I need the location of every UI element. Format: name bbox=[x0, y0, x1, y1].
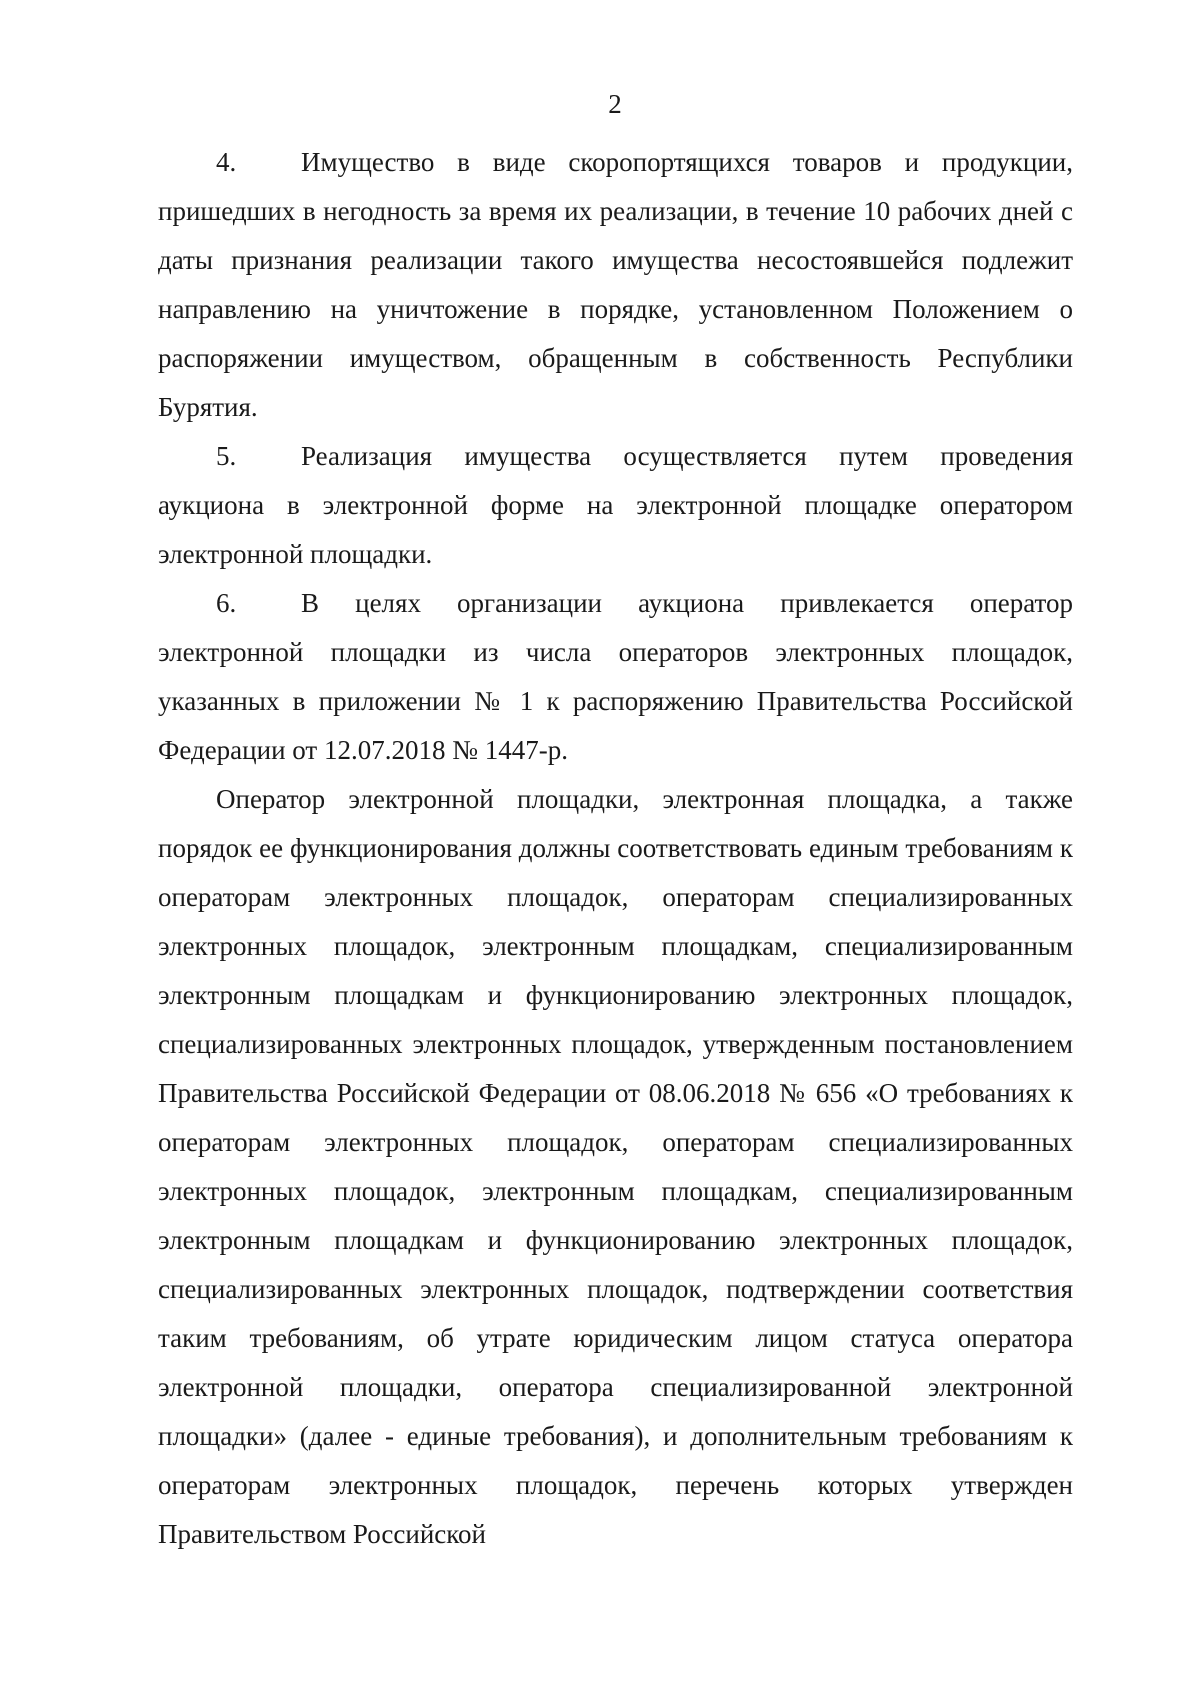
paragraph-text: Оператор электронной площадки, электронная площадка, а также порядок ее функционирования должны соответствовать единым требованиям к операторам электронных площадок, операторам специализированных электронных площадок, электронным площадкам, специализированным электронным площадкам и функционированию электронных площадок, специализированных электронных площадок, утвержденным постановлением Правительства Российской Федерации от 08.06.2018 № 656 «О требованиях к операторам электронных площадок, операторам специализированных электронных площадок, электронным площадкам, специализированным электронным площадкам и функционированию электронных площадок, специализированных электронных площадок, подтверждении соответствия таким требованиям, об утрате юридическим лицом статуса оператора электронной площадки, оператора специализированной электронной площадки» (далее - единые требования), и дополнительным требованиям к операторам электронных площадок, перечень которых утвержден Правительством Российской bbox=[158, 784, 1073, 1549]
paragraph-text: Реализация имущества осуществляется путем проведения аукциона в электронной форме на электронной площадке оператором электронной площадки. bbox=[158, 441, 1073, 569]
page-number: 2 bbox=[608, 89, 622, 119]
document-body bbox=[158, 138, 1073, 1559]
paragraph-operator-requirements bbox=[158, 775, 1073, 1559]
paragraph-6 bbox=[158, 579, 1073, 775]
paragraph-number: 4. bbox=[216, 147, 237, 177]
paragraph-5 bbox=[158, 432, 1073, 579]
paragraph-4 bbox=[158, 138, 1073, 432]
paragraph-number: 6. bbox=[216, 588, 237, 618]
paragraph-number: 5. bbox=[216, 441, 237, 471]
paragraph-text: В целях организации аукциона привлекается оператор электронной площадки из числа операторов электронных площадок, указанных в приложении № 1 к распоряжению Правительства Российской Федерации от 12.07.2018 № 1447-р. bbox=[158, 588, 1073, 765]
paragraph-text: Имущество в виде скоропортящихся товаров и продукции, пришедших в негодность за время их реализации, в течение 10 рабочих дней с даты признания реализации такого имущества несостоявшейся подлежит направлению на уничтожение в порядке, установленном Положением о распоряжении имуществом, обращенным в собственность Республики Бурятия. bbox=[158, 147, 1073, 422]
